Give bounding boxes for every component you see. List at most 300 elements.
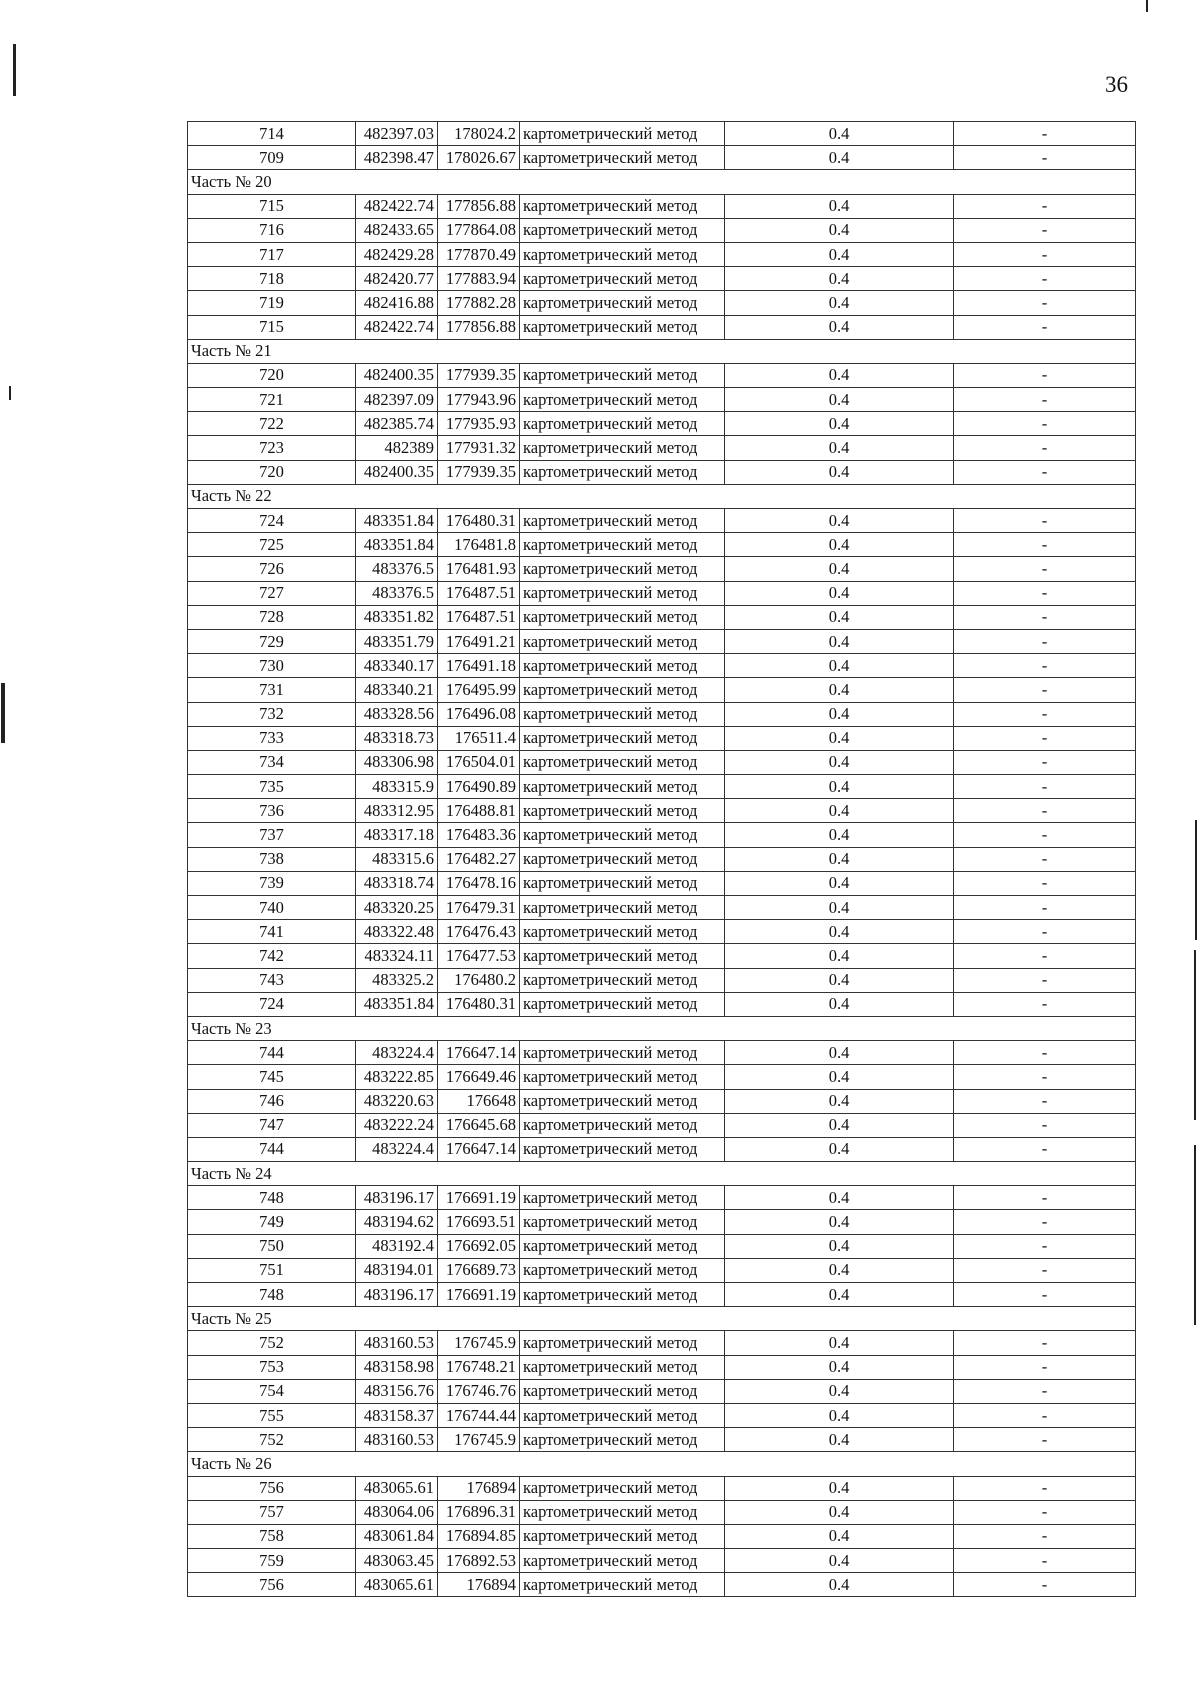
note-cell: - bbox=[954, 1573, 1136, 1597]
point-number-cell: 746 bbox=[188, 1089, 356, 1113]
accuracy-cell: 0.4 bbox=[725, 388, 954, 412]
y-coordinate-cell: 176481.8 bbox=[438, 533, 520, 557]
accuracy-cell: 0.4 bbox=[725, 1573, 954, 1597]
note-cell: - bbox=[954, 1476, 1136, 1500]
method-cell: картометрический метод bbox=[520, 654, 725, 678]
accuracy-cell: 0.4 bbox=[725, 920, 954, 944]
x-coordinate-cell: 483065.61 bbox=[356, 1573, 438, 1597]
method-cell: картометрический метод bbox=[520, 799, 725, 823]
table-row bbox=[188, 412, 1136, 436]
method-cell: картометрический метод bbox=[520, 1041, 725, 1065]
x-coordinate-cell: 483351.84 bbox=[356, 533, 438, 557]
x-coordinate-cell: 482420.77 bbox=[356, 267, 438, 291]
point-number-cell: 733 bbox=[188, 726, 356, 750]
y-coordinate-cell: 176488.81 bbox=[438, 799, 520, 823]
y-coordinate-cell: 176691.19 bbox=[438, 1283, 520, 1307]
x-coordinate-cell: 483224.4 bbox=[356, 1137, 438, 1161]
point-number-cell: 752 bbox=[188, 1331, 356, 1355]
table-row bbox=[188, 388, 1136, 412]
point-number-cell: 727 bbox=[188, 581, 356, 605]
x-coordinate-cell: 483376.5 bbox=[356, 557, 438, 581]
accuracy-cell: 0.4 bbox=[725, 581, 954, 605]
table-row bbox=[188, 799, 1136, 823]
note-cell: - bbox=[954, 581, 1136, 605]
point-number-cell: 751 bbox=[188, 1258, 356, 1282]
y-coordinate-cell: 176746.76 bbox=[438, 1379, 520, 1403]
accuracy-cell: 0.4 bbox=[725, 291, 954, 315]
accuracy-cell: 0.4 bbox=[725, 823, 954, 847]
x-coordinate-cell: 483224.4 bbox=[356, 1041, 438, 1065]
table-row bbox=[188, 968, 1136, 992]
note-cell: - bbox=[954, 291, 1136, 315]
method-cell: картометрический метод bbox=[520, 896, 725, 920]
table-row bbox=[188, 557, 1136, 581]
table-row bbox=[188, 1258, 1136, 1282]
accuracy-cell: 0.4 bbox=[725, 1089, 954, 1113]
x-coordinate-cell: 483351.84 bbox=[356, 992, 438, 1016]
x-coordinate-cell: 483376.5 bbox=[356, 581, 438, 605]
accuracy-cell: 0.4 bbox=[725, 1186, 954, 1210]
table-row bbox=[188, 847, 1136, 871]
accuracy-cell: 0.4 bbox=[725, 412, 954, 436]
x-coordinate-cell: 483196.17 bbox=[356, 1186, 438, 1210]
part-header-row bbox=[188, 339, 1136, 363]
part-header: Часть № 20 bbox=[188, 170, 1136, 194]
accuracy-cell: 0.4 bbox=[725, 1549, 954, 1573]
x-coordinate-cell: 483306.98 bbox=[356, 750, 438, 774]
table-row bbox=[188, 1283, 1136, 1307]
scan-artifact bbox=[1146, 0, 1148, 12]
y-coordinate-cell: 177943.96 bbox=[438, 388, 520, 412]
note-cell: - bbox=[954, 1065, 1136, 1089]
x-coordinate-cell: 483160.53 bbox=[356, 1331, 438, 1355]
note-cell: - bbox=[954, 388, 1136, 412]
x-coordinate-cell: 483220.63 bbox=[356, 1089, 438, 1113]
point-number-cell: 747 bbox=[188, 1113, 356, 1137]
note-cell: - bbox=[954, 557, 1136, 581]
point-number-cell: 720 bbox=[188, 460, 356, 484]
method-cell: картометрический метод bbox=[520, 1549, 725, 1573]
y-coordinate-cell: 176511.4 bbox=[438, 726, 520, 750]
y-coordinate-cell: 178026.67 bbox=[438, 146, 520, 170]
note-cell: - bbox=[954, 992, 1136, 1016]
scan-artifact bbox=[9, 386, 11, 400]
point-number-cell: 720 bbox=[188, 363, 356, 387]
y-coordinate-cell: 176896.31 bbox=[438, 1500, 520, 1524]
method-cell: картометрический метод bbox=[520, 726, 725, 750]
y-coordinate-cell: 177931.32 bbox=[438, 436, 520, 460]
y-coordinate-cell: 176689.73 bbox=[438, 1258, 520, 1282]
method-cell: картометрический метод bbox=[520, 460, 725, 484]
note-cell: - bbox=[954, 847, 1136, 871]
accuracy-cell: 0.4 bbox=[725, 1355, 954, 1379]
x-coordinate-cell: 483317.18 bbox=[356, 823, 438, 847]
method-cell: картометрический метод bbox=[520, 533, 725, 557]
note-cell: - bbox=[954, 871, 1136, 895]
note-cell: - bbox=[954, 799, 1136, 823]
point-number-cell: 723 bbox=[188, 436, 356, 460]
accuracy-cell: 0.4 bbox=[725, 944, 954, 968]
scan-artifact bbox=[1195, 820, 1197, 940]
point-number-cell: 724 bbox=[188, 992, 356, 1016]
point-number-cell: 718 bbox=[188, 267, 356, 291]
scan-artifact bbox=[1194, 950, 1196, 1120]
accuracy-cell: 0.4 bbox=[725, 847, 954, 871]
y-coordinate-cell: 176691.19 bbox=[438, 1186, 520, 1210]
y-coordinate-cell: 176647.14 bbox=[438, 1041, 520, 1065]
accuracy-cell: 0.4 bbox=[725, 122, 954, 146]
y-coordinate-cell: 176894 bbox=[438, 1573, 520, 1597]
accuracy-cell: 0.4 bbox=[725, 242, 954, 266]
point-number-cell: 756 bbox=[188, 1476, 356, 1500]
x-coordinate-cell: 483324.11 bbox=[356, 944, 438, 968]
accuracy-cell: 0.4 bbox=[725, 1379, 954, 1403]
method-cell: картометрический метод bbox=[520, 581, 725, 605]
x-coordinate-cell: 482397.03 bbox=[356, 122, 438, 146]
point-number-cell: 716 bbox=[188, 218, 356, 242]
y-coordinate-cell: 177856.88 bbox=[438, 194, 520, 218]
table-row bbox=[188, 1476, 1136, 1500]
part-header-row bbox=[188, 1016, 1136, 1040]
table-row bbox=[188, 1403, 1136, 1427]
accuracy-cell: 0.4 bbox=[725, 267, 954, 291]
point-number-cell: 748 bbox=[188, 1186, 356, 1210]
scan-artifact bbox=[1194, 1145, 1196, 1325]
method-cell: картометрический метод bbox=[520, 388, 725, 412]
y-coordinate-cell: 176744.44 bbox=[438, 1403, 520, 1427]
note-cell: - bbox=[954, 1137, 1136, 1161]
point-number-cell: 715 bbox=[188, 315, 356, 339]
point-number-cell: 745 bbox=[188, 1065, 356, 1089]
note-cell: - bbox=[954, 678, 1136, 702]
method-cell: картометрический метод bbox=[520, 629, 725, 653]
y-coordinate-cell: 177939.35 bbox=[438, 460, 520, 484]
note-cell: - bbox=[954, 218, 1136, 242]
x-coordinate-cell: 482429.28 bbox=[356, 242, 438, 266]
x-coordinate-cell: 482397.09 bbox=[356, 388, 438, 412]
point-number-cell: 735 bbox=[188, 775, 356, 799]
accuracy-cell: 0.4 bbox=[725, 1258, 954, 1282]
method-cell: картометрический метод bbox=[520, 242, 725, 266]
y-coordinate-cell: 176483.36 bbox=[438, 823, 520, 847]
table-row bbox=[188, 896, 1136, 920]
accuracy-cell: 0.4 bbox=[725, 1428, 954, 1452]
y-coordinate-cell: 176894 bbox=[438, 1476, 520, 1500]
y-coordinate-cell: 176748.21 bbox=[438, 1355, 520, 1379]
method-cell: картометрический метод bbox=[520, 1476, 725, 1500]
accuracy-cell: 0.4 bbox=[725, 1524, 954, 1548]
method-cell: картометрический метод bbox=[520, 1283, 725, 1307]
point-number-cell: 755 bbox=[188, 1403, 356, 1427]
x-coordinate-cell: 483158.98 bbox=[356, 1355, 438, 1379]
note-cell: - bbox=[954, 823, 1136, 847]
y-coordinate-cell: 177935.93 bbox=[438, 412, 520, 436]
accuracy-cell: 0.4 bbox=[725, 1113, 954, 1137]
accuracy-cell: 0.4 bbox=[725, 533, 954, 557]
note-cell: - bbox=[954, 242, 1136, 266]
accuracy-cell: 0.4 bbox=[725, 654, 954, 678]
part-header-row bbox=[188, 1307, 1136, 1331]
method-cell: картометрический метод bbox=[520, 992, 725, 1016]
accuracy-cell: 0.4 bbox=[725, 702, 954, 726]
table-row bbox=[188, 920, 1136, 944]
table-row bbox=[188, 823, 1136, 847]
x-coordinate-cell: 482385.74 bbox=[356, 412, 438, 436]
method-cell: картометрический метод bbox=[520, 1234, 725, 1258]
accuracy-cell: 0.4 bbox=[725, 605, 954, 629]
accuracy-cell: 0.4 bbox=[725, 726, 954, 750]
x-coordinate-cell: 482416.88 bbox=[356, 291, 438, 315]
method-cell: картометрический метод bbox=[520, 847, 725, 871]
method-cell: картометрический метод bbox=[520, 291, 725, 315]
y-coordinate-cell: 176648 bbox=[438, 1089, 520, 1113]
point-number-cell: 731 bbox=[188, 678, 356, 702]
accuracy-cell: 0.4 bbox=[725, 871, 954, 895]
note-cell: - bbox=[954, 726, 1136, 750]
note-cell: - bbox=[954, 194, 1136, 218]
method-cell: картометрический метод bbox=[520, 1113, 725, 1137]
method-cell: картометрический метод bbox=[520, 1258, 725, 1282]
method-cell: картометрический метод bbox=[520, 678, 725, 702]
point-number-cell: 758 bbox=[188, 1524, 356, 1548]
method-cell: картометрический метод bbox=[520, 315, 725, 339]
note-cell: - bbox=[954, 1500, 1136, 1524]
note-cell: - bbox=[954, 1234, 1136, 1258]
point-number-cell: 726 bbox=[188, 557, 356, 581]
point-number-cell: 732 bbox=[188, 702, 356, 726]
method-cell: картометрический метод bbox=[520, 1089, 725, 1113]
accuracy-cell: 0.4 bbox=[725, 992, 954, 1016]
method-cell: картометрический метод bbox=[520, 436, 725, 460]
point-number-cell: 744 bbox=[188, 1137, 356, 1161]
table-row bbox=[188, 267, 1136, 291]
table-row bbox=[188, 218, 1136, 242]
point-number-cell: 709 bbox=[188, 146, 356, 170]
method-cell: картометрический метод bbox=[520, 1573, 725, 1597]
accuracy-cell: 0.4 bbox=[725, 1234, 954, 1258]
accuracy-cell: 0.4 bbox=[725, 1210, 954, 1234]
point-number-cell: 754 bbox=[188, 1379, 356, 1403]
note-cell: - bbox=[954, 1549, 1136, 1573]
x-coordinate-cell: 483061.84 bbox=[356, 1524, 438, 1548]
point-number-cell: 750 bbox=[188, 1234, 356, 1258]
point-number-cell: 743 bbox=[188, 968, 356, 992]
method-cell: картометрический метод bbox=[520, 605, 725, 629]
x-coordinate-cell: 482400.35 bbox=[356, 363, 438, 387]
table-row bbox=[188, 629, 1136, 653]
table-row bbox=[188, 1428, 1136, 1452]
x-coordinate-cell: 483196.17 bbox=[356, 1283, 438, 1307]
note-cell: - bbox=[954, 1428, 1136, 1452]
y-coordinate-cell: 176504.01 bbox=[438, 750, 520, 774]
note-cell: - bbox=[954, 315, 1136, 339]
table-row bbox=[188, 1379, 1136, 1403]
note-cell: - bbox=[954, 629, 1136, 653]
y-coordinate-cell: 177864.08 bbox=[438, 218, 520, 242]
y-coordinate-cell: 176480.2 bbox=[438, 968, 520, 992]
method-cell: картометрический метод bbox=[520, 146, 725, 170]
table-row bbox=[188, 1065, 1136, 1089]
x-coordinate-cell: 483156.76 bbox=[356, 1379, 438, 1403]
note-cell: - bbox=[954, 750, 1136, 774]
table-row bbox=[188, 1573, 1136, 1597]
x-coordinate-cell: 483222.24 bbox=[356, 1113, 438, 1137]
table-row bbox=[188, 1210, 1136, 1234]
x-coordinate-cell: 483322.48 bbox=[356, 920, 438, 944]
method-cell: картометрический метод bbox=[520, 557, 725, 581]
method-cell: картометрический метод bbox=[520, 509, 725, 533]
part-header: Часть № 21 bbox=[188, 339, 1136, 363]
accuracy-cell: 0.4 bbox=[725, 1331, 954, 1355]
method-cell: картометрический метод bbox=[520, 1379, 725, 1403]
point-number-cell: 752 bbox=[188, 1428, 356, 1452]
accuracy-cell: 0.4 bbox=[725, 509, 954, 533]
accuracy-cell: 0.4 bbox=[725, 1476, 954, 1500]
note-cell: - bbox=[954, 533, 1136, 557]
table-row bbox=[188, 533, 1136, 557]
accuracy-cell: 0.4 bbox=[725, 775, 954, 799]
method-cell: картометрический метод bbox=[520, 702, 725, 726]
y-coordinate-cell: 176892.53 bbox=[438, 1549, 520, 1573]
accuracy-cell: 0.4 bbox=[725, 1500, 954, 1524]
accuracy-cell: 0.4 bbox=[725, 1403, 954, 1427]
accuracy-cell: 0.4 bbox=[725, 750, 954, 774]
note-cell: - bbox=[954, 1355, 1136, 1379]
note-cell: - bbox=[954, 702, 1136, 726]
accuracy-cell: 0.4 bbox=[725, 968, 954, 992]
method-cell: картометрический метод bbox=[520, 775, 725, 799]
method-cell: картометрический метод bbox=[520, 1331, 725, 1355]
note-cell: - bbox=[954, 1041, 1136, 1065]
note-cell: - bbox=[954, 122, 1136, 146]
y-coordinate-cell: 176745.9 bbox=[438, 1428, 520, 1452]
scan-artifact bbox=[13, 44, 16, 96]
x-coordinate-cell: 483222.85 bbox=[356, 1065, 438, 1089]
y-coordinate-cell: 176692.05 bbox=[438, 1234, 520, 1258]
note-cell: - bbox=[954, 146, 1136, 170]
method-cell: картометрический метод bbox=[520, 968, 725, 992]
accuracy-cell: 0.4 bbox=[725, 363, 954, 387]
x-coordinate-cell: 483065.61 bbox=[356, 1476, 438, 1500]
point-number-cell: 722 bbox=[188, 412, 356, 436]
point-number-cell: 736 bbox=[188, 799, 356, 823]
note-cell: - bbox=[954, 944, 1136, 968]
table-row bbox=[188, 1524, 1136, 1548]
table-row bbox=[188, 944, 1136, 968]
x-coordinate-cell: 483351.84 bbox=[356, 509, 438, 533]
point-number-cell: 717 bbox=[188, 242, 356, 266]
y-coordinate-cell: 178024.2 bbox=[438, 122, 520, 146]
x-coordinate-cell: 483194.01 bbox=[356, 1258, 438, 1282]
table-row bbox=[188, 1355, 1136, 1379]
point-number-cell: 715 bbox=[188, 194, 356, 218]
method-cell: картометрический метод bbox=[520, 412, 725, 436]
scan-artifact bbox=[1, 683, 5, 743]
method-cell: картометрический метод bbox=[520, 1403, 725, 1427]
y-coordinate-cell: 176480.31 bbox=[438, 509, 520, 533]
table-row bbox=[188, 1041, 1136, 1065]
x-coordinate-cell: 483192.4 bbox=[356, 1234, 438, 1258]
table-row bbox=[188, 726, 1136, 750]
x-coordinate-cell: 483315.6 bbox=[356, 847, 438, 871]
point-number-cell: 756 bbox=[188, 1573, 356, 1597]
y-coordinate-cell: 176491.21 bbox=[438, 629, 520, 653]
method-cell: картометрический метод bbox=[520, 122, 725, 146]
method-cell: картометрический метод bbox=[520, 1065, 725, 1089]
y-coordinate-cell: 176478.16 bbox=[438, 871, 520, 895]
x-coordinate-cell: 483315.9 bbox=[356, 775, 438, 799]
table-row bbox=[188, 509, 1136, 533]
accuracy-cell: 0.4 bbox=[725, 436, 954, 460]
table-row bbox=[188, 678, 1136, 702]
y-coordinate-cell: 176487.51 bbox=[438, 605, 520, 629]
accuracy-cell: 0.4 bbox=[725, 1041, 954, 1065]
table-row bbox=[188, 871, 1136, 895]
table-row bbox=[188, 122, 1136, 146]
point-number-cell: 737 bbox=[188, 823, 356, 847]
y-coordinate-cell: 176476.43 bbox=[438, 920, 520, 944]
accuracy-cell: 0.4 bbox=[725, 146, 954, 170]
note-cell: - bbox=[954, 1524, 1136, 1548]
note-cell: - bbox=[954, 1403, 1136, 1427]
x-coordinate-cell: 483318.74 bbox=[356, 871, 438, 895]
part-header: Часть № 23 bbox=[188, 1016, 1136, 1040]
x-coordinate-cell: 483351.82 bbox=[356, 605, 438, 629]
accuracy-cell: 0.4 bbox=[725, 896, 954, 920]
method-cell: картометрический метод bbox=[520, 1524, 725, 1548]
table-row bbox=[188, 1549, 1136, 1573]
table-row bbox=[188, 1331, 1136, 1355]
y-coordinate-cell: 176894.85 bbox=[438, 1524, 520, 1548]
point-number-cell: 721 bbox=[188, 388, 356, 412]
note-cell: - bbox=[954, 654, 1136, 678]
y-coordinate-cell: 176490.89 bbox=[438, 775, 520, 799]
note-cell: - bbox=[954, 460, 1136, 484]
table-row bbox=[188, 1137, 1136, 1161]
accuracy-cell: 0.4 bbox=[725, 1137, 954, 1161]
x-coordinate-cell: 483312.95 bbox=[356, 799, 438, 823]
method-cell: картометрический метод bbox=[520, 218, 725, 242]
part-header: Часть № 26 bbox=[188, 1452, 1136, 1476]
y-coordinate-cell: 176482.27 bbox=[438, 847, 520, 871]
x-coordinate-cell: 483340.17 bbox=[356, 654, 438, 678]
x-coordinate-cell: 483318.73 bbox=[356, 726, 438, 750]
accuracy-cell: 0.4 bbox=[725, 557, 954, 581]
method-cell: картометрический метод bbox=[520, 267, 725, 291]
part-header-row bbox=[188, 1162, 1136, 1186]
method-cell: картометрический метод bbox=[520, 363, 725, 387]
y-coordinate-cell: 176481.93 bbox=[438, 557, 520, 581]
note-cell: - bbox=[954, 1210, 1136, 1234]
point-number-cell: 719 bbox=[188, 291, 356, 315]
point-number-cell: 759 bbox=[188, 1549, 356, 1573]
y-coordinate-cell: 176477.53 bbox=[438, 944, 520, 968]
table-row bbox=[188, 1089, 1136, 1113]
note-cell: - bbox=[954, 1186, 1136, 1210]
point-number-cell: 742 bbox=[188, 944, 356, 968]
table-row bbox=[188, 436, 1136, 460]
x-coordinate-cell: 483064.06 bbox=[356, 1500, 438, 1524]
table-row bbox=[188, 992, 1136, 1016]
note-cell: - bbox=[954, 920, 1136, 944]
part-header: Часть № 25 bbox=[188, 1307, 1136, 1331]
part-header: Часть № 24 bbox=[188, 1162, 1136, 1186]
x-coordinate-cell: 482422.74 bbox=[356, 315, 438, 339]
y-coordinate-cell: 176480.31 bbox=[438, 992, 520, 1016]
y-coordinate-cell: 177870.49 bbox=[438, 242, 520, 266]
note-cell: - bbox=[954, 968, 1136, 992]
method-cell: картометрический метод bbox=[520, 750, 725, 774]
